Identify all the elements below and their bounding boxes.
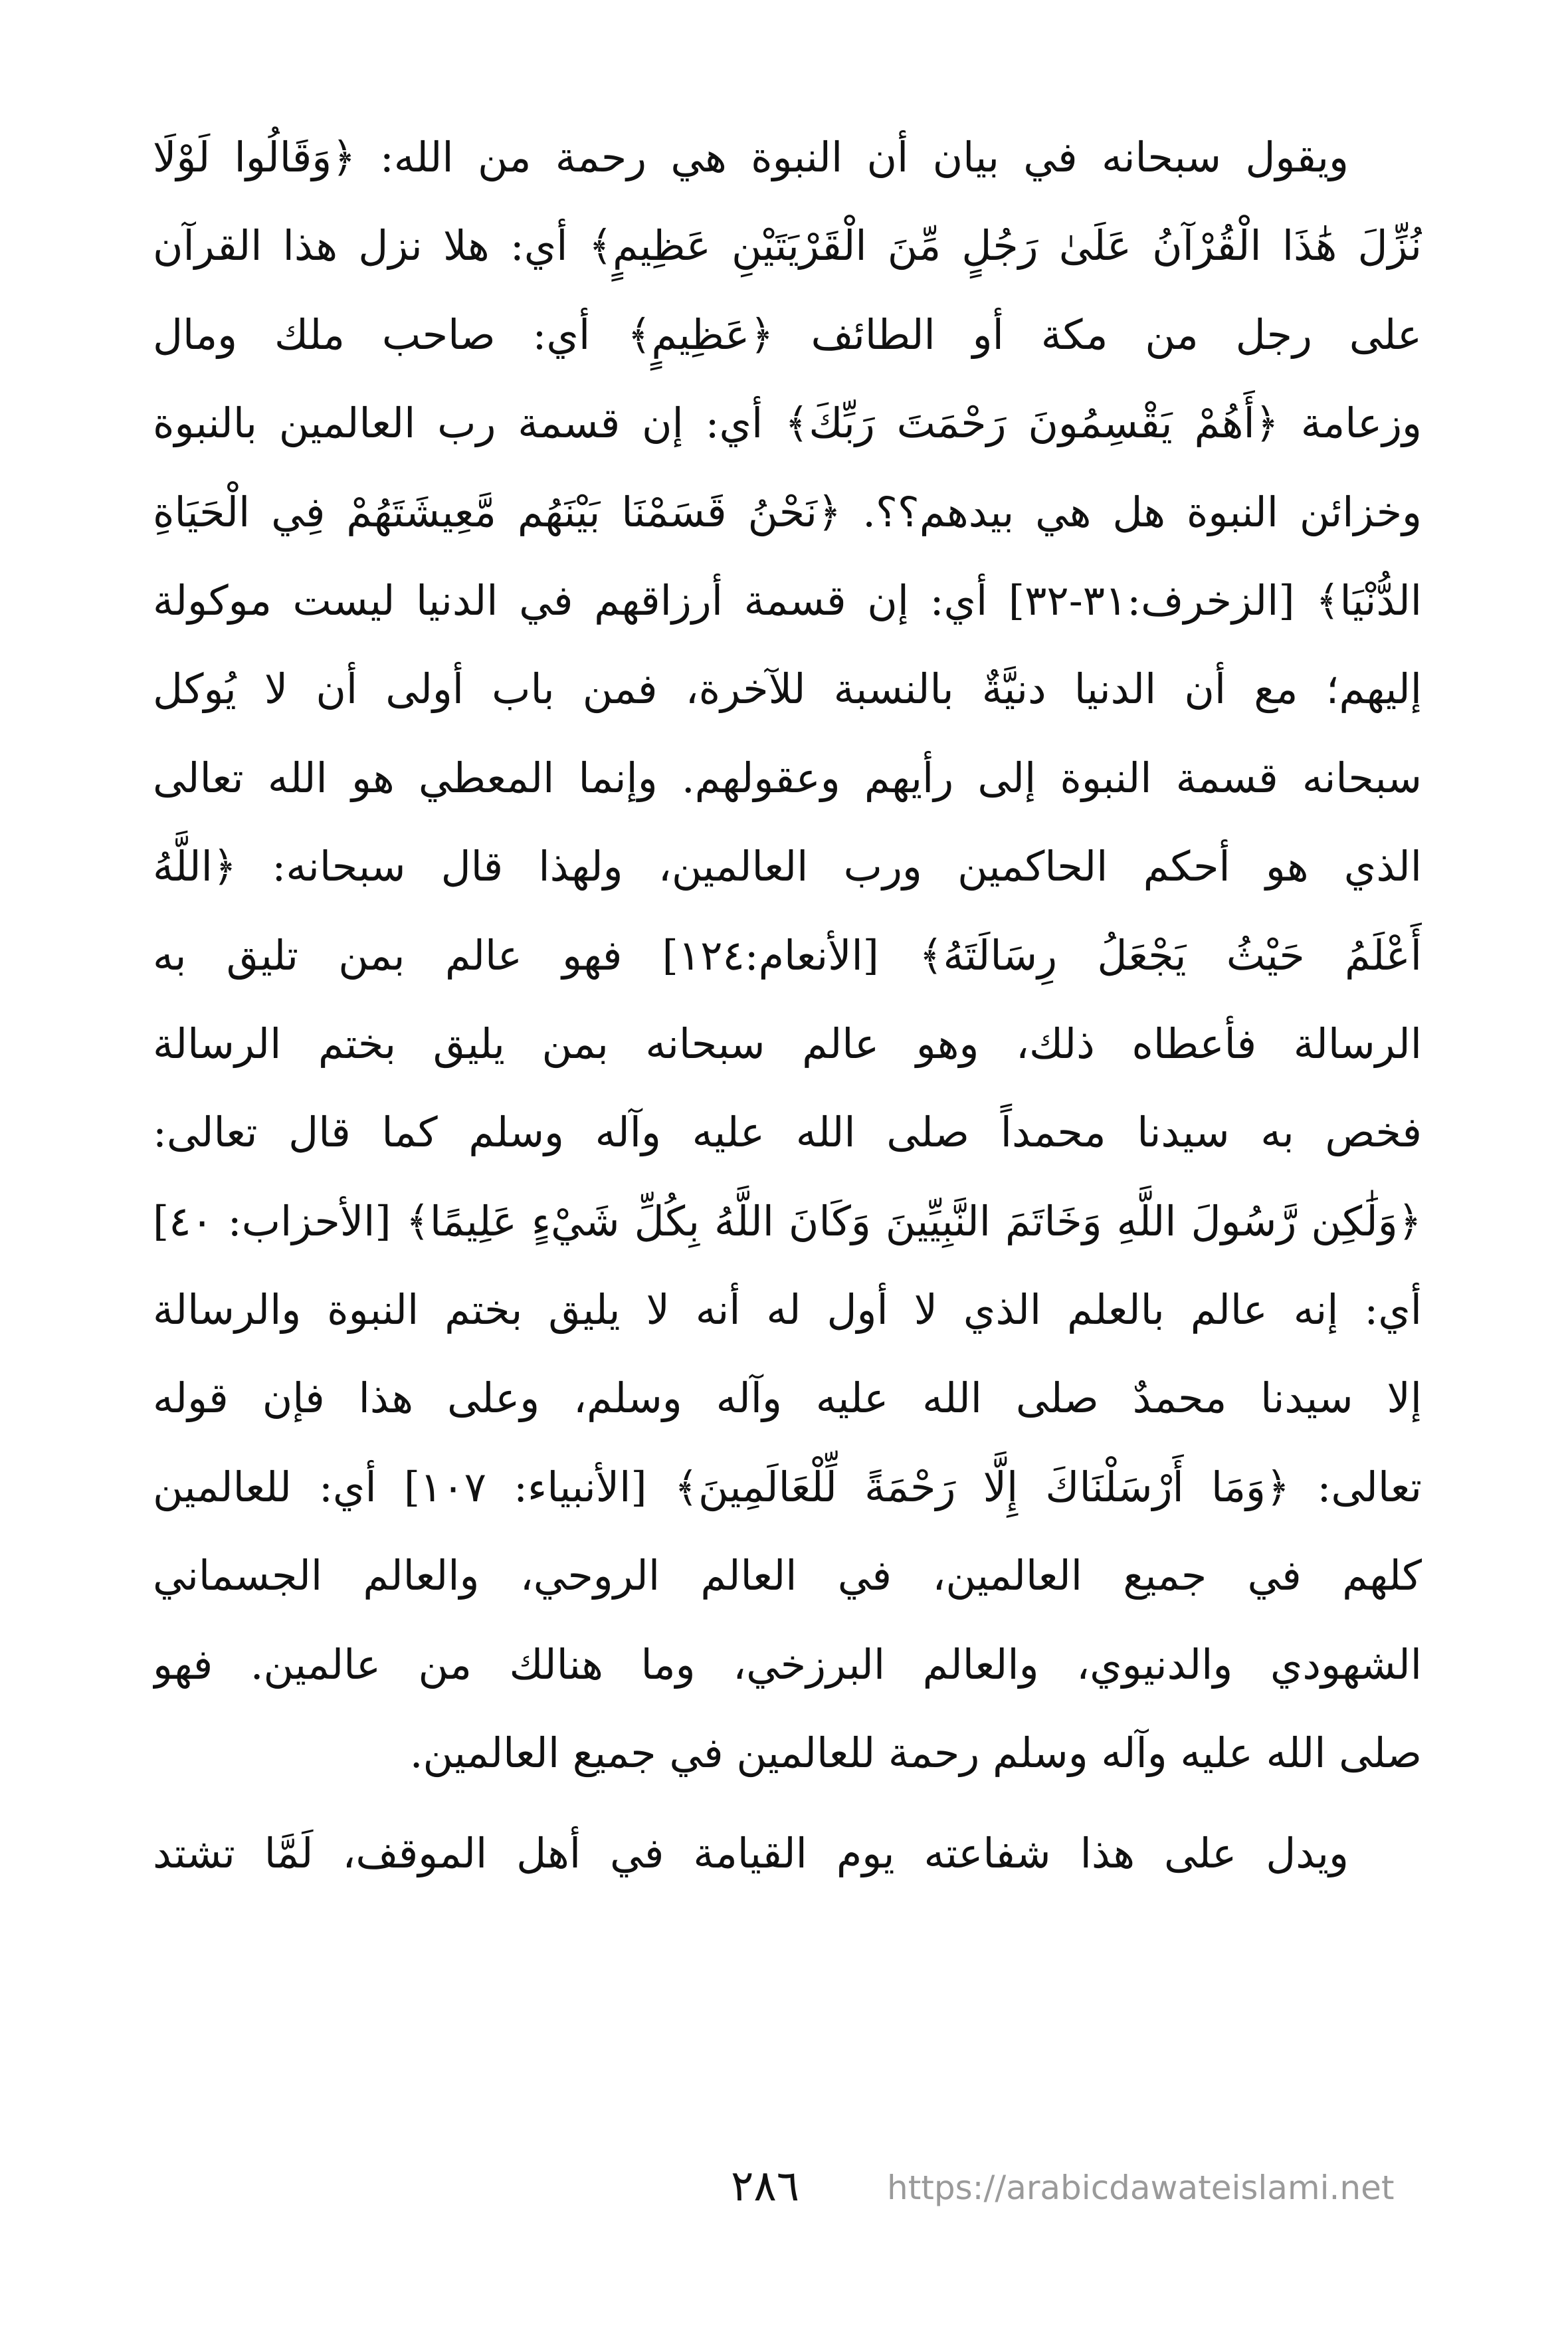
text-line: على رجل من مكة أو الطائف ﴿عَظِيمٍ﴾ أي: صاحب ملك ومال — [153, 310, 1422, 359]
text-line: فخص به سيدنا محمداً صلى الله عليه وآله وسلم كما قال تعالى: — [153, 1108, 1422, 1157]
source-watermark-url: https://arabicdawateislami.net — [887, 2169, 1395, 2207]
body-text — [153, 113, 1422, 1898]
text-line: وزعامة ﴿أَهُمْ يَقْسِمُونَ رَحْمَتَ رَبِّكَ﴾ أي: إن قسمة رب العالمين بالنبوة — [153, 399, 1422, 448]
text-line: كلهم في جميع العالمين، في العالم الروحي، والعالم الجسماني — [153, 1551, 1422, 1600]
text-line: أي: إنه عالم بالعلم الذي لا أول له أنه لا يليق بختم النبوة والرسالة — [153, 1285, 1422, 1334]
text-line: أَعْلَمُ حَيْثُ يَجْعَلُ رِسَالَتَهُ﴾ [الأنعام:١٢٤] فهو عالم بمن تليق به — [153, 930, 1422, 980]
paragraph-gap — [153, 1797, 1422, 1809]
text-line: إلا سيدنا محمدٌ صلى الله عليه وآله وسلم، وعلى هذا فإن قوله — [153, 1374, 1422, 1423]
text-line: الرسالة فأعطاه ذلك، وهو عالم سبحانه بمن يليق بختم الرسالة — [153, 1019, 1422, 1068]
text-line: نُزِّلَ هَٰذَا الْقُرْآنُ عَلَىٰ رَجُلٍ مِّنَ الْقَرْيَتَيْنِ عَظِيمٍ﴾ أي: هلا نزل هذا القرآن — [153, 221, 1422, 270]
text-line: سبحانه قسمة النبوة إلى رأيهم وعقولهم. وإنما المعطي هو الله تعالى — [153, 753, 1422, 802]
text-line: إليهم؛ مع أن الدنيا دنيَّةٌ بالنسبة للآخرة، فمن باب أولى أن لا يُوكل — [153, 665, 1422, 714]
text-line: ﴿وَلَٰكِن رَّسُولَ اللَّهِ وَخَاتَمَ النَّبِيِّينَ وَكَانَ اللَّهُ بِكُلِّ شَيْءٍ عَلِيمًا﴾ [الأحزاب: ٤٠] — [153, 1196, 1422, 1245]
text-line: وخزائن النبوة هل هي بيدهم؟؟. ﴿نَحْنُ قَسَمْنَا بَيْنَهُم مَّعِيشَتَهُمْ فِي الْحَيَاةِ — [153, 487, 1422, 536]
text-line: تعالى: ﴿وَمَا أَرْسَلْنَاكَ إِلَّا رَحْمَةً لِّلْعَالَمِينَ﴾ [الأنبياء: ١٠٧] أي: للعالمين — [153, 1462, 1422, 1511]
text-line: ويقول سبحانه في بيان أن النبوة هي رحمة من الله: ﴿وَقَالُوا لَوْلَا — [153, 133, 1349, 181]
page-number: ٢٨٦ — [731, 2162, 800, 2211]
text-line: الدُّنْيَا﴾ [الزخرف:٣١-٣٢] أي: إن قسمة أرزاقهم في الدنيا ليست موكولة — [153, 576, 1422, 625]
text-line: ويدل على هذا شفاعته يوم القيامة في أهل الموقف، لَمَّا تشتد — [153, 1829, 1349, 1878]
text-line: الشهودي والدنيوي، والعالم البرزخي، وما هنالك من عالمين. فهو — [153, 1640, 1422, 1689]
text-line: الذي هو أحكم الحاكمين ورب العالمين، ولهذا قال سبحانه: ﴿اللَّهُ — [153, 842, 1422, 891]
text-line: صلى الله عليه وآله وسلم رحمة للعالمين في جميع العالمين. — [409, 1729, 1422, 1778]
page-footer — [0, 2153, 1568, 2220]
